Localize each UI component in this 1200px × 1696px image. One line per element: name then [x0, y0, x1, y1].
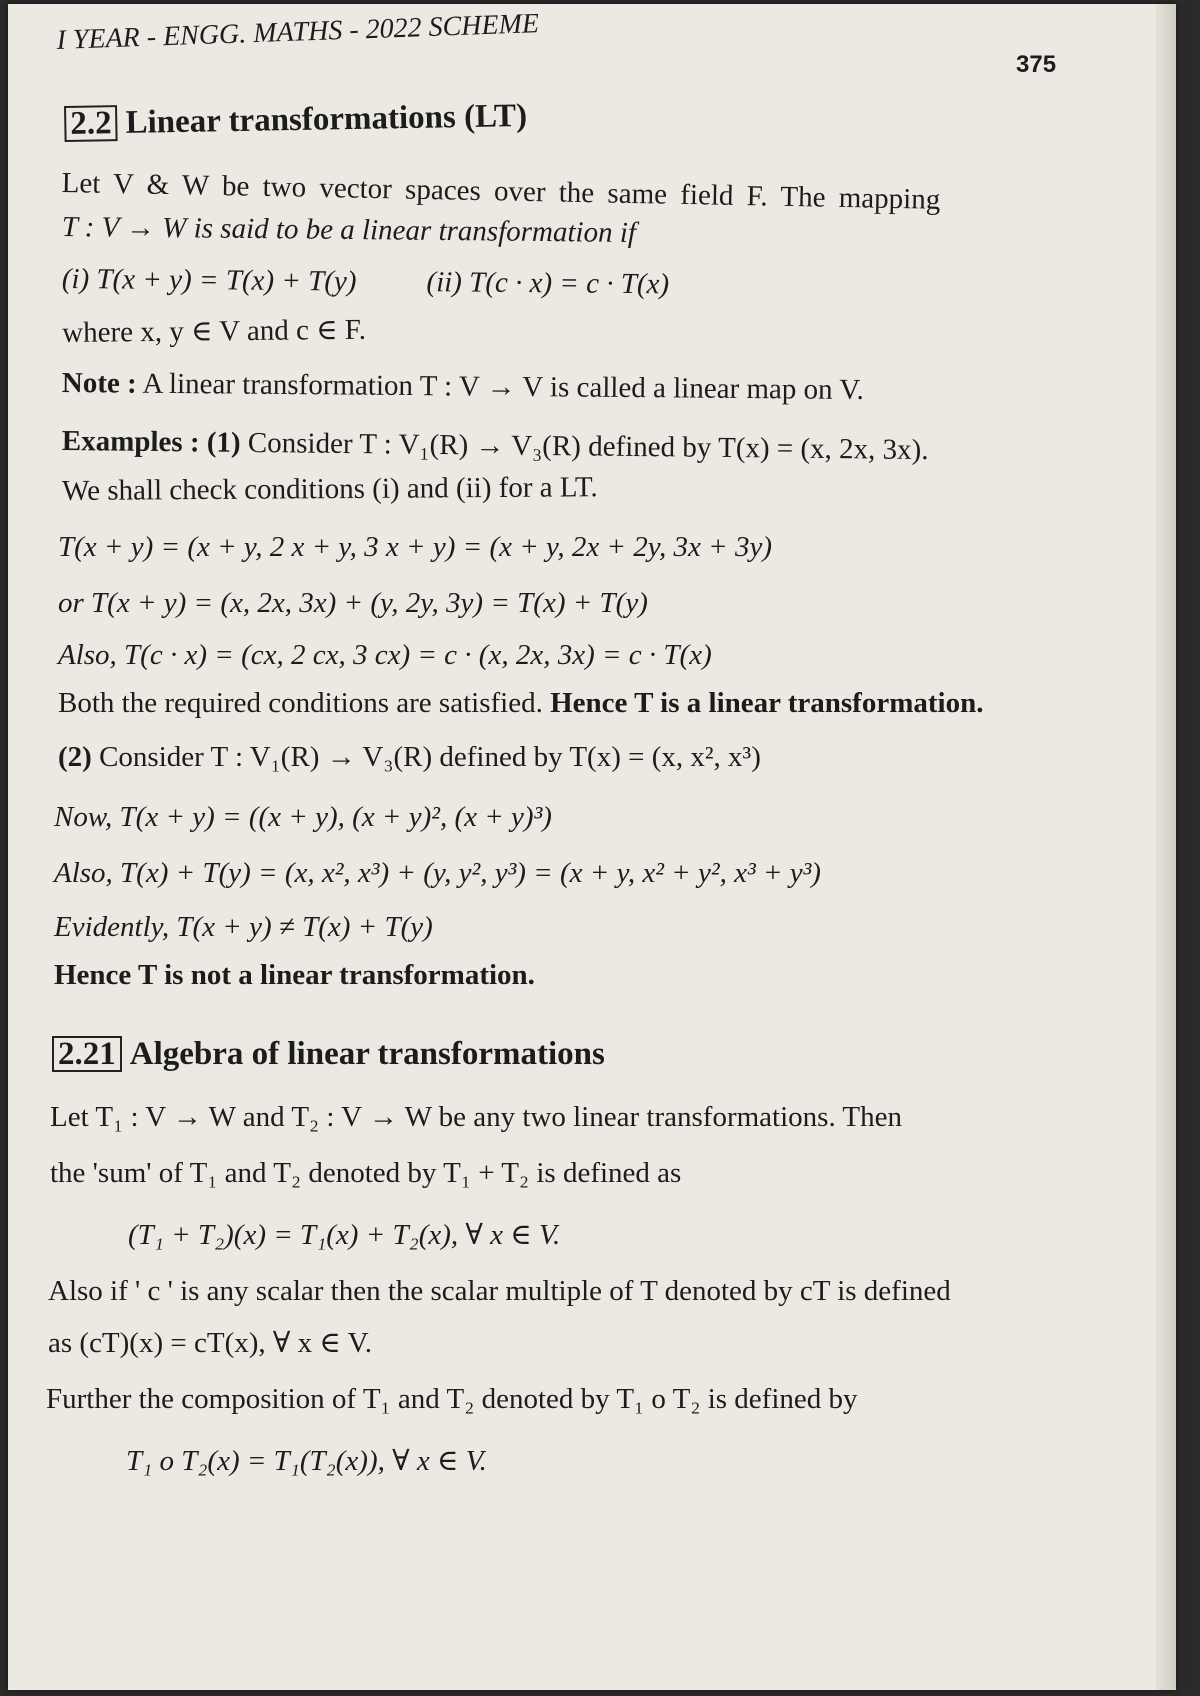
example1-text: Consider T : V₁(R) → V₃(R) defined by T(x) = (x, 2x, 3x).: [247, 426, 929, 467]
example2-eq3: Evidently, T(x + y) ≠ T(x) + T(y): [54, 911, 433, 943]
page-number: 375: [1016, 51, 1057, 78]
conclusion-bold: Hence T is a linear transformation.: [550, 687, 984, 719]
example2-eq1: Now, T(x + y) = ((x + y), (x + y)², (x + y)³): [54, 801, 552, 833]
section-number: 2.21: [52, 1036, 122, 1072]
composition-definition: T₁ o T₂(x) = T₁(T₂(x)), ∀ x ∈ V.: [126, 1445, 487, 1477]
textbook-page: [8, 4, 1176, 1690]
running-header: I YEAR - ENGG. MATHS - 2022 SCHEME: [56, 8, 540, 56]
condition-ii: (ii) T(c · x) = c · T(x): [426, 266, 670, 301]
sec221-para4: as (cT)(x) = cT(x), ∀ x ∈ V.: [48, 1327, 373, 1359]
example1-conclusion: [58, 686, 983, 720]
sec221-para3: Also if ' c ' is any scalar then the scalar multiple of T denoted by cT is defined: [48, 1275, 951, 1307]
note-line: [62, 366, 864, 407]
sec22-intro-line2: T : V → W is said to be a linear transformation if: [61, 210, 637, 250]
section-2-2-heading: [64, 98, 527, 142]
example1-check: We shall check conditions (i) and (ii) for a LT.: [62, 471, 598, 507]
sec221-para5: Further the composition of T₁ and T₂ denoted by T₁ o T₂ is defined by: [46, 1383, 858, 1415]
example2-eq2: Also, T(x) + T(y) = (x, x², x³) + (y, y², y³) = (x + y, x² + y², x³ + y³): [54, 857, 821, 889]
where-line: where x, y ∈ V and c ∈ F.: [62, 313, 367, 349]
sec22-intro-line1: Let V & W be two vector spaces over the same field F. The mapping: [61, 166, 941, 216]
conclusion-text: Both the required conditions are satisfied.: [58, 687, 543, 719]
section-title: Algebra of linear transformations: [129, 1036, 605, 1072]
sec221-para2: the 'sum' of T₁ and T₂ denoted by T₁ + T₂ is defined as: [50, 1157, 682, 1189]
sum-definition: (T₁ + T₂)(x) = T₁(x) + T₂(x), ∀ x ∈ V.: [128, 1219, 561, 1251]
examples-label: Examples : (1): [61, 424, 241, 459]
section-number: 2.2: [64, 105, 118, 142]
condition-i: (i) T(x + y) = T(x) + T(y): [61, 262, 357, 298]
note-text: A linear transformation T : V → V is called a linear map on V.: [142, 367, 864, 406]
page-edge: [1156, 4, 1176, 1690]
example1-eq1: T(x + y) = (x + y, 2 x + y, 3 x + y) = (x + y, 2x + 2y, 3x + 3y): [58, 531, 772, 563]
note-label: Note :: [61, 366, 137, 400]
example1-eq2: or T(x + y) = (x, 2x, 3x) + (y, 2y, 3y) = T(x) + T(y): [58, 587, 648, 619]
condition-row: [62, 262, 670, 301]
example1-eq3: Also, T(c · x) = (cx, 2 cx, 3 cx) = c · (x, 2x, 3x) = c · T(x): [58, 639, 712, 671]
sec221-para1: Let T₁ : V → W and T₂ : V → W be any two linear transformations. Then: [50, 1101, 903, 1133]
example2-text: Consider T : V₁(R) → V₃(R) defined by T(x) = (x, x², x³): [99, 741, 761, 773]
example2-label: (2): [58, 741, 92, 773]
section-title: Linear transformations (LT): [125, 97, 528, 141]
example2-conclusion: Hence T is not a linear transformation.: [54, 959, 535, 991]
example1-intro: [62, 424, 929, 467]
example2-intro: [58, 740, 761, 774]
section-2-21-heading: [52, 1036, 605, 1072]
